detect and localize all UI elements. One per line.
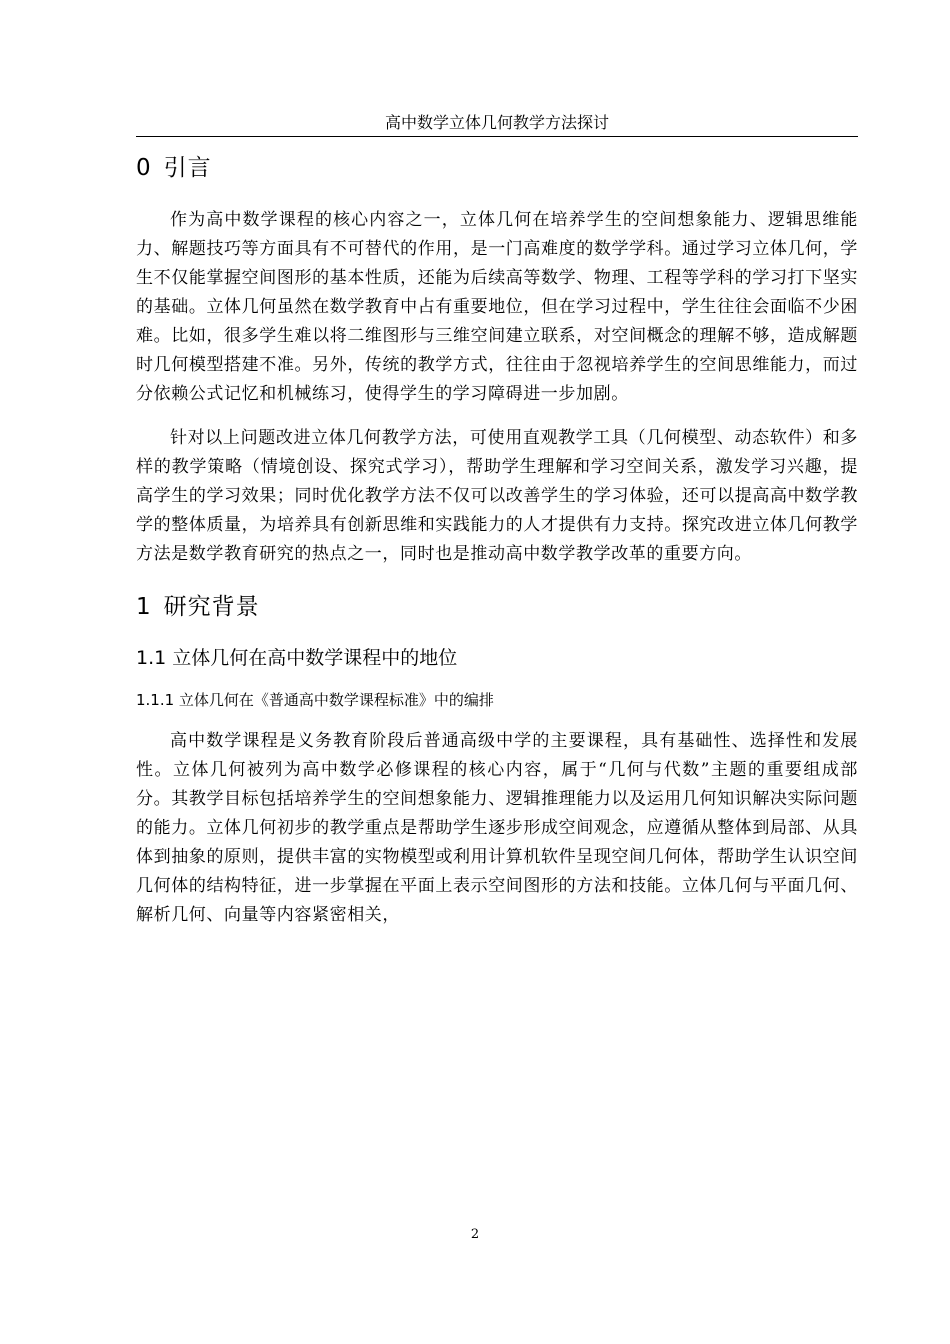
intro-paragraph-2: 针对以上问题改进立体几何教学方法，可使用直观教学工具（几何模型、动态软件）和多样的教学策略（情境创设、探究式学习），帮助学生理解和学习空间关系，激发学习兴趣，提高学生的学习效果；同时优化教学方法不仅可以改善学生的学习体验，还可以提高高中数学教学的整体质量，为培养具有创新思维和实践能力的人才提供有力支持。探究改进立体几何教学方法是数学教育研究的热点之一，同时也是推动高中数学教学改革的重要方向。: [136, 428, 858, 564]
section-intro-heading: [136, 150, 858, 186]
page-number: 2: [470, 1227, 480, 1242]
intro-paragraph-1: 作为高中数学课程的核心内容之一，立体几何在培养学生的空间想象能力、逻辑思维能力、解题技巧等方面具有不可替代的作用，是一门高难度的数学学科。通过学习立体几何，学生不仅能掌握空间图形的基本性质，还能为后续高等数学、物理、工程等学科的学习打下坚实的基础。立体几何虽然在数学教育中占有重要地位，但在学习过程中，学生往往会面临不少困难。比如，很多学生难以将二维图形与三维空间建立联系，对空间概念的理解不够，造成解题时几何模型搭建不准。另外，传统的教学方式，往往由于忽视培养学生的空间思维能力，而过分依赖公式记忆和机械练习，使得学生的学习障碍进一步加剧。: [136, 210, 858, 404]
section-title: 研究背景: [163, 594, 260, 620]
section-number: 1: [136, 594, 152, 620]
subsection-heading: 1.1 立体几何在高中数学课程中的地位: [136, 647, 458, 669]
section-title: 引言: [163, 155, 212, 181]
running-header: [136, 112, 858, 137]
background-paragraph: 高中数学课程是义务教育阶段后普通高级中学的主要课程，具有基础性、选择性和发展性。立体几何被列为高中数学必修课程的核心内容，属于“几何与代数”主题的重要组成部分。其教学目标包括培养学生的空间想象能力、逻辑推理能力以及运用几何知识解决实际问题的能力。立体几何初步的教学重点是帮助学生逐步形成空间观念，应遵循从整体到局部、从具体到抽象的原则，提供丰富的实物模型或利用计算机软件呈现空间几何体，帮助学生认识空间几何体的结构特征，进一步掌握在平面上表示空间图形的方法和技能。立体几何与平面几何、解析几何、向量等内容紧密相关，: [136, 731, 858, 925]
section-number: 0: [136, 155, 152, 181]
document-body: [136, 150, 858, 930]
section-background-heading: [136, 589, 858, 625]
subsubsection-heading: 1.1.1 立体几何在《普通高中数学课程标准》中的编排: [136, 691, 494, 709]
header-title: 高中数学立体几何教学方法探讨: [384, 113, 609, 132]
